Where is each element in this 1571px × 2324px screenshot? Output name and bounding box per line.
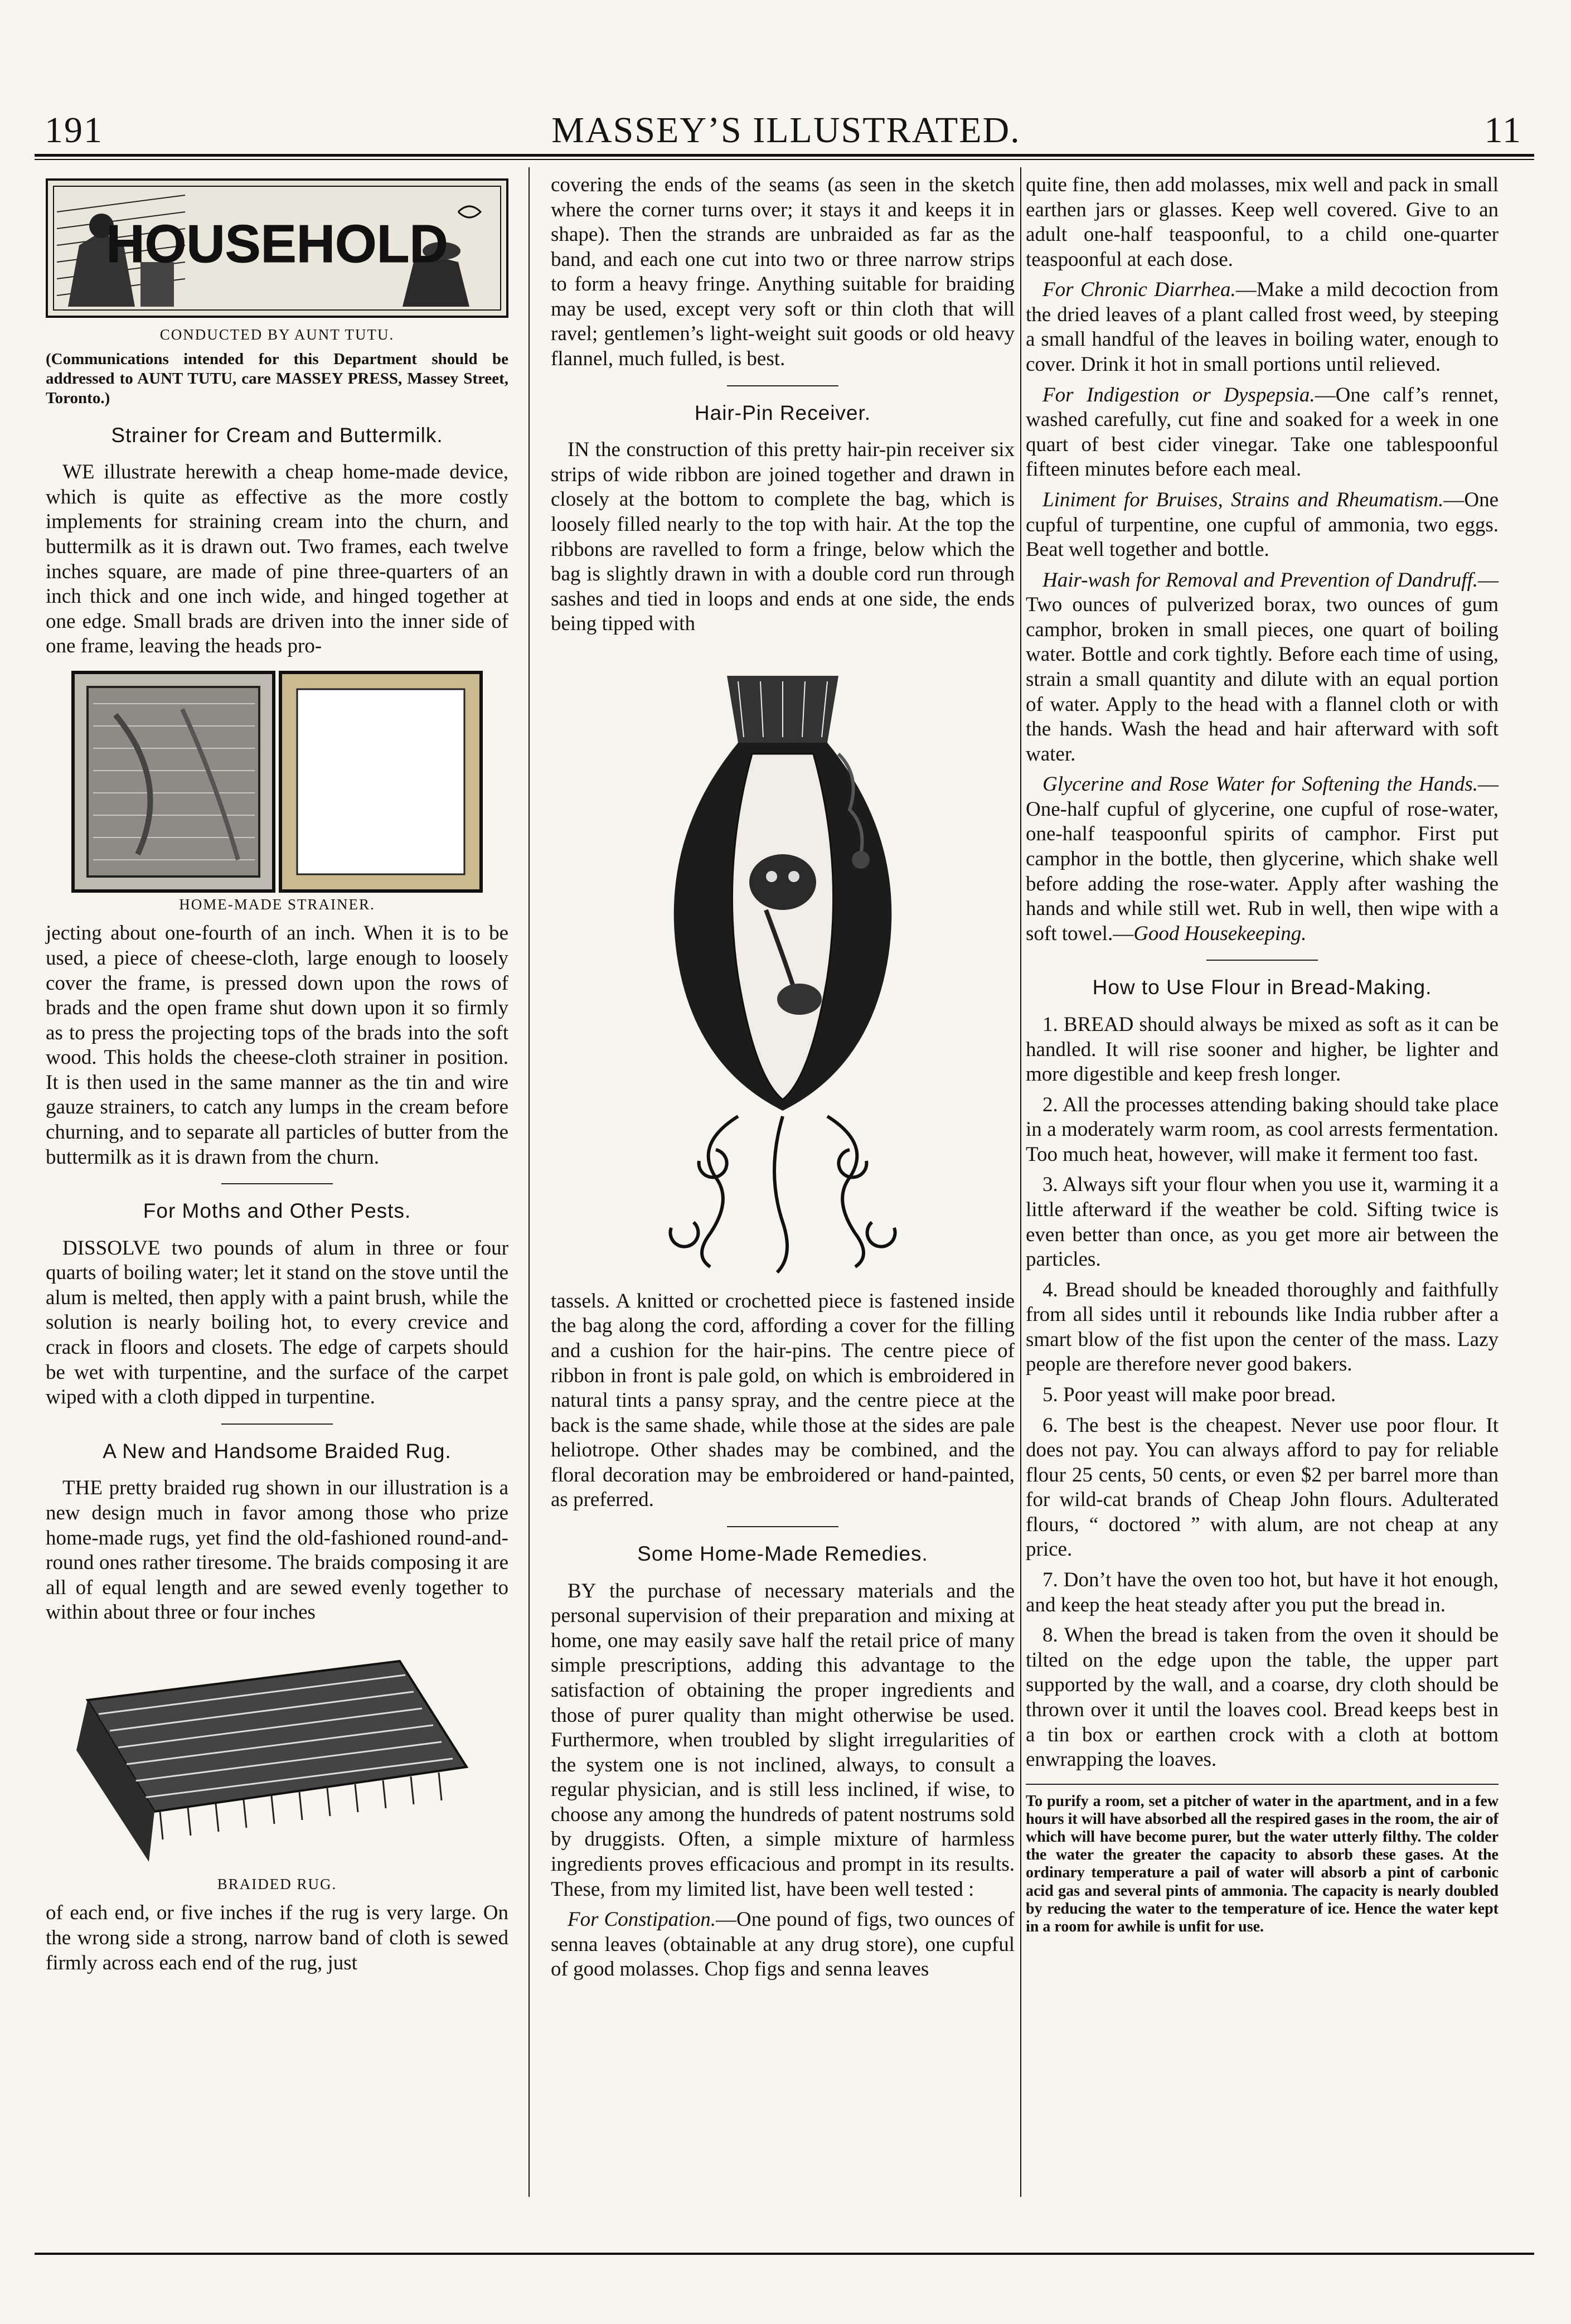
strainer-lead: WE — [62, 461, 95, 484]
column-3 — [1026, 173, 1499, 1941]
flour-item: 6. The best is the cheapest. Never use poor flour. It does not pay. You can always afford to pay for reliable flour 25 cents, 50 cents, or even $2 per barrel more than for wild-cat brands of Cheap John flours. Adulterated flours, “ doctored ” with alum, are not cheap at any price. — [1026, 1413, 1499, 1561]
indigestion-label: For Indigestion or Dyspepsia. — [1043, 383, 1315, 406]
liniment-text: —One cupful of turpentine, one cupful of ammonia, two eggs. Beat well together and bottle. — [1026, 488, 1499, 561]
glycerine-text: —One-half cupful of glycerine, one cupful of rose-water, one-half teaspoonful spirits of camphor. First put camphor in the bottle, then glycerine, which shake well before adding the rose-water. Apply after washing the hands and while still wet. Rub in well, then wipe with a soft towel.— — [1026, 773, 1499, 945]
banner-lettering: HOUSEHOLD — [106, 214, 448, 274]
page-header — [45, 109, 1528, 154]
moths-text: two pounds of alum in three or four quarts of boiling water; let it stand on the stove until the alum is melted, then apply with a paint brush, while the solution is nearly boiling hot, to every crevice and crack in floors and closets. The edge of carpets should be wet with turpentine, and the surface of the carpet wiped with a cloth dipped in turpentine. — [46, 1236, 508, 1409]
section-rule — [727, 385, 838, 386]
column-divider-1 — [528, 167, 530, 2197]
indigestion-text: —One calf’s rennet, washed carefully, cut fine and soaked for a week in one quart of best cider vinegar. Take one tablespoonful fifteen minutes before each meal. — [1026, 383, 1499, 481]
section-rule — [221, 1424, 333, 1425]
section-rule — [1206, 960, 1318, 961]
flour-item: 1. BREAD should always be mixed as soft as it can be handled. It will rise sooner and higher, be lighter and more digestible and keep fresh longer. — [1026, 1013, 1499, 1086]
flour-item: 7. Don’t have the oven too hot, but have it hot enough, and keep the heat steady after you put the bread in. — [1026, 1568, 1499, 1616]
rug-caption: BRAIDED RUG. — [217, 1875, 337, 1892]
strainer-paragraph-1 — [46, 460, 508, 659]
constipation-label: For Constipation. — [568, 1908, 716, 1931]
glycerine-label: Glycerine and Rose Water for Softening the Hands. — [1043, 773, 1478, 796]
home-made-strainer-illustration — [71, 670, 483, 893]
rug-text-1: pretty braided rug shown in our illustration is a new design much in favor among those who prize home-made rugs, yet find the old-fashioned round-and-round ones rather tiresome. The braids composing it are all of equal length and are sewed evenly together to within about three or four inches — [46, 1476, 509, 1624]
flour-item: 8. When the bread is taken from the oven it should be tilted on the edge upon the table, the upper part supported by the wall, and a coarse, dry cloth should be thrown over it until the loaves cool. Bread keeps best in a tin box or earthen crock with a cloth at bottom enwrapping the loaves. — [1026, 1624, 1499, 1771]
strainer-heading: Strainer for Cream and Buttermilk. — [111, 423, 443, 447]
household-banner-illustration — [46, 178, 508, 318]
liniment-remedy — [1026, 488, 1499, 563]
glycerine-source: Good Housekeeping. — [1133, 922, 1307, 945]
hair-pin-receiver-illustration — [627, 642, 939, 1289]
conducted-by: CONDUCTED BY AUNT TUTU. — [159, 326, 395, 343]
moths-lead: DISSOLVE — [62, 1236, 161, 1260]
column-1 — [46, 173, 508, 1981]
remedies-heading: Some Home-Made Remedies. — [637, 1542, 928, 1566]
diarrhea-remedy — [1026, 278, 1499, 377]
page-number-left: 191 — [45, 110, 103, 151]
section-rule — [1026, 1784, 1499, 1785]
strainer-paragraph-2: jecting about one-fourth of an inch. When it is to be used, a piece of cheese-cloth, large enough to loosely cover the frame, is pressed down upon the rows of brads and the open frame shut down upon it so firmly as to press the projecting tops of the brads into the soft wood. This holds the cheese-cloth strainer in position. It is then used in the same manner as the tin and wire gauze strainers, to catch any lumps in the cream before churning, and to separate all particles of butter from the buttermilk as it is drawn from the churn. — [46, 922, 508, 1169]
hairwash-text: —Two ounces of pulverized borax, two ounces of gum camphor, broken in small pieces, one quart of boiling water. Bottle and cork tightly. Before each time of using, strain a small quantity and dilute with an equal portion of water. Apply to the head with a flannel cloth or with the hands. Wash the head and hair afterward with soft water. — [1026, 568, 1499, 766]
constipation-text: —One pound of figs, two ounces of senna leaves (obtainable at any drug store), one cupful of good molasses. Chop figs and senna leaves — [551, 1908, 1015, 1981]
hairpin-lead: IN — [568, 438, 590, 462]
rug-heading: A New and Handsome Braided Rug. — [103, 1439, 452, 1463]
remedies-text: the purchase of necessary materials and the personal supervision of their preparation and mixing at home, one may easily save half the retail price of many simple prescriptions, adding this advantage to the satisfaction of obtaining the proper ingredients and those of purer quality than might otherwise be used. Furthermore, when troubled by slight irregularities of the system one is not inclined, always, to consult a regular physician, and is still less inclined, if wise, to choose any among the hundreds of patent nostrums sold by druggists. Often, a simple mixture of harmless ingredients proves efficacious and prompt in its results. These, from my limited list, have been well tested : — [551, 1579, 1015, 1901]
section-rule — [221, 1183, 333, 1184]
purify-room-note: To purify a room, set a pitcher of water in the apartment, and in a few hours it will have absorbed all the respired gases in the room, the air of which will have become purer, but the water utterly filthy. The colder the water the greater the capacity to absorb these gases. At the ordinary temperature a pail of water will absorb a pint of carbonic acid gas and several pints of ammonia. The capacity is nearly doubled by reducing the water to the temperature of ice. Hence the water kept in a room for awhile is unfit for use. — [1026, 1792, 1499, 1935]
indigestion-remedy — [1026, 383, 1499, 482]
constipation-remedy — [551, 1907, 1015, 1982]
flour-item: 2. All the processes attending baking should take place in a moderately warm room, as cool arrests fermentation. Too much heat, however, will make it ferment too fast. — [1026, 1093, 1499, 1166]
hairpin-paragraph-2: tassels. A knitted or crochetted piece is fastened inside the bag along the cord, affording a cover for the filling and a cushion for the hair-pins. The centre piece of ribbon in front is pale gold, on which is embroidered in natural tints a pansy spray, and the centre piece at the back is the same shade, while those at the sides are pale heliotrope. Other shades may be combined, and the floral decoration may be embroidered or hand-painted, as preferred. — [551, 1289, 1015, 1512]
flour-heading: How to Use Flour in Bread-Making. — [1092, 976, 1432, 999]
braided-rug-illustration — [65, 1639, 489, 1873]
remedies-lead: BY — [568, 1579, 597, 1602]
moths-paragraph — [46, 1236, 508, 1410]
header-rule-top — [35, 154, 1534, 157]
bottom-rule — [35, 2253, 1534, 2255]
hairpin-heading: Hair-Pin Receiver. — [694, 401, 871, 424]
diarrhea-label: For Chronic Diarrhea. — [1043, 278, 1236, 302]
glycerine-remedy — [1026, 772, 1499, 946]
hairwash-remedy — [1026, 568, 1499, 767]
column-2 — [551, 173, 1015, 1988]
hairpin-text-1: the construction of this pretty hair-pin receiver six strips of wide ribbon are joined together and drawn in closely at the bottom to complete the bag, which is loosely filled nearly to the top with hair. At the top the ribbons are ravelled to form a fringe, below which the bag is slightly drawn in with a double cord run through sashes and tied in loops and ends at one side, the ends being tipped with — [551, 438, 1015, 636]
flour-item: 3. Always sift your flour when you use it, warming it a little afterward if the weather be cold. Sifting twice is even better than once, as you get more air between the particles. — [1026, 1173, 1499, 1271]
constipation-continuation: quite fine, then add molasses, mix well and pack in small earthen jars or glasses. Keep well covered. Give to an adult one-half teaspoonful, to a child one-quarter teaspoonful at each dose. — [1026, 173, 1499, 271]
rug-paragraph-2: of each end, or five inches if the rug is very large. On the wrong side a strong, narrow band of cloth is sewed firmly across each end of the rug, just — [46, 1901, 508, 1974]
remedies-paragraph — [551, 1579, 1015, 1902]
rug-lead: THE — [62, 1476, 103, 1500]
strainer-caption: HOME-MADE STRAINER. — [179, 895, 375, 913]
rug-paragraph-1 — [46, 1476, 508, 1625]
header-rule-bottom — [35, 159, 1534, 160]
flour-item: 5. Poor yeast will make poor bread. — [1043, 1383, 1336, 1407]
diarrhea-text: —Make a mild decoction from the dried leaves of a plant called frost weed, by steeping a small handful of the leaves in boiling water, enough to cover. Drink it hot in small portions until relieved. — [1026, 278, 1499, 376]
section-rule — [727, 1526, 838, 1527]
hairwash-label: Hair-wash for Removal and Prevention of Dandruff. — [1043, 568, 1478, 592]
liniment-label: Liniment for Bruises, Strains and Rheumatism. — [1043, 488, 1444, 511]
column-divider-2 — [1020, 167, 1021, 2197]
strainer-text-1: illustrate herewith a cheap home-made device, which is quite as effective as the more costly implements for straining cream into the churn, and buttermilk as it is drawn out. Two frames, each twelve inches square, are made of pine three-quarters of an inch thick and one inch wide, and hinged together at one edge. Small brads are driven into the inner side of one frame, leaving the heads pro- — [46, 461, 509, 658]
masthead-title: MASSEY’S ILLUSTRATED. — [551, 110, 1021, 151]
flour-item: 4. Bread should be kneaded thoroughly and faithfully from all sides until it rebounds like India rubber after a smart blow of the fist upon the center of the mass. Lazy people are therefore never good bakers. — [1026, 1278, 1499, 1376]
communications-note: (Communications intended for this Department should be addressed to AUNT TUTU, care MASSEY PRESS, Massey Street, Toronto.) — [46, 350, 508, 408]
moths-heading: For Moths and Other Pests. — [143, 1199, 411, 1223]
page-number-right: 11 — [1484, 110, 1522, 151]
hairpin-paragraph-1 — [551, 438, 1015, 637]
rug-continuation: covering the ends of the seams (as seen in the sketch where the corner turns over; it stays it and keeps it in shape). Then the strands are unbraided as far as the band, and each one cut into two or three narrow strips to form a heavy fringe. Anything suitable for braiding may be used, except very soft or thin cloth that will ravel; gentlemen’s light-weight suit goods or old heavy flannel, much fulled, is best. — [551, 173, 1015, 371]
